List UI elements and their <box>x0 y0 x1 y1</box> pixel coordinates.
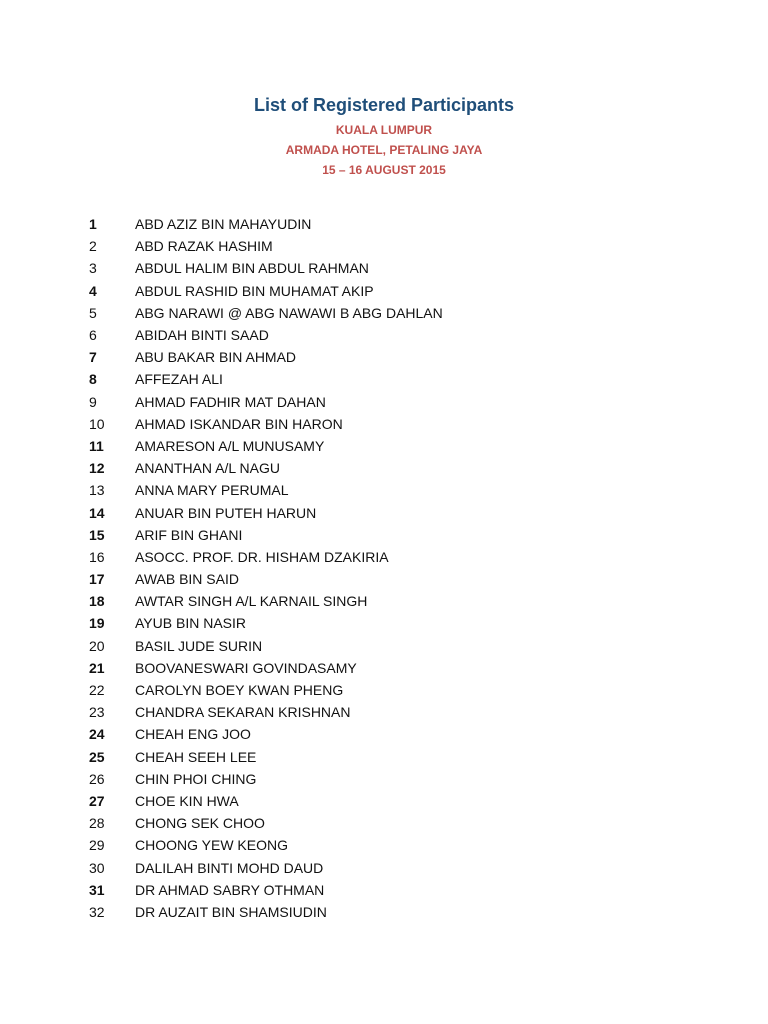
participant-name: ANUAR BIN PUTEH HARUN <box>135 504 317 521</box>
participant-name: CHONG SEK CHOO <box>135 815 265 832</box>
list-item <box>89 679 689 701</box>
list-item <box>89 768 689 790</box>
participant-number: 16 <box>89 548 105 565</box>
participant-name: ABD AZIZ BIN MAHAYUDIN <box>135 216 312 233</box>
list-item <box>89 635 689 657</box>
participant-number: 4 <box>89 282 97 299</box>
participant-number: 20 <box>89 637 105 654</box>
participant-number: 22 <box>89 682 105 699</box>
list-item <box>89 701 689 723</box>
participant-number: 13 <box>89 482 105 499</box>
list-item <box>89 280 689 302</box>
participant-number: 1 <box>89 216 97 233</box>
venue-label: ARMADA HOTEL, PETALING JAYA <box>285 143 483 157</box>
list-item <box>89 391 689 413</box>
participant-name: DR AHMAD SABRY OTHMAN <box>135 881 325 898</box>
list-item <box>89 879 689 901</box>
participant-name: AHMAD FADHIR MAT DAHAN <box>135 393 326 410</box>
participant-name: ABDUL HALIM BIN ABDUL RAHMAN <box>135 260 369 277</box>
document-header <box>0 94 768 180</box>
participant-name: AWAB BIN SAID <box>135 571 239 588</box>
participant-number: 27 <box>89 792 105 809</box>
list-item <box>89 746 689 768</box>
participant-number: 7 <box>89 349 97 366</box>
participant-name: CHEAH SEEH LEE <box>135 748 257 765</box>
participant-number: 14 <box>89 504 105 521</box>
participant-name: BOOVANESWARI GOVINDASAMY <box>135 659 357 676</box>
participant-name: CAROLYN BOEY KWAN PHENG <box>135 682 344 699</box>
list-item <box>89 812 689 834</box>
participant-name: CHIN PHOI CHING <box>135 770 257 787</box>
participant-number: 19 <box>89 615 105 632</box>
participant-number: 10 <box>89 415 105 432</box>
participant-number: 23 <box>89 704 105 721</box>
participant-name: CHEAH ENG JOO <box>135 726 251 743</box>
city-label: KUALA LUMPUR <box>335 123 433 137</box>
list-item <box>89 368 689 390</box>
date-label: 15 – 16 AUGUST 2015 <box>322 163 446 177</box>
participant-name: CHOONG YEW KEONG <box>135 837 288 854</box>
participant-name: ABD RAZAK HASHIM <box>135 238 273 255</box>
participant-name: AWTAR SINGH A/L KARNAIL SINGH <box>135 593 368 610</box>
participant-number: 3 <box>89 260 97 277</box>
participant-number: 8 <box>89 371 97 388</box>
list-item <box>89 612 689 634</box>
list-item <box>89 834 689 856</box>
list-item <box>89 413 689 435</box>
participant-name: ANNA MARY PERUMAL <box>135 482 289 499</box>
participant-number: 25 <box>89 748 105 765</box>
participant-name: AHMAD ISKANDAR BIN HARON <box>135 415 343 432</box>
list-item <box>89 346 689 368</box>
participant-name: ASOCC. PROF. DR. HISHAM DZAKIRIA <box>135 548 389 565</box>
list-item <box>89 524 689 546</box>
participant-number: 9 <box>89 393 97 410</box>
participant-name: ARIF BIN GHANI <box>135 526 243 543</box>
participant-name: ANANTHAN A/L NAGU <box>135 460 280 477</box>
participant-name: ABG NARAWI @ ABG NAWAWI B ABG DAHLAN <box>135 304 443 321</box>
participant-name: ABU BAKAR BIN AHMAD <box>135 349 297 366</box>
participant-name: BASIL JUDE SURIN <box>135 637 263 654</box>
list-item <box>89 257 689 279</box>
participant-number: 29 <box>89 837 105 854</box>
participant-number: 28 <box>89 815 105 832</box>
participant-number: 15 <box>89 526 105 543</box>
participant-number: 30 <box>89 859 105 876</box>
participant-number: 11 <box>89 437 104 454</box>
participant-name: AFFEZAH ALI <box>135 371 223 388</box>
list-item <box>89 457 689 479</box>
participant-number: 31 <box>89 881 105 898</box>
list-item <box>89 479 689 501</box>
participant-list <box>89 213 689 923</box>
list-item <box>89 657 689 679</box>
participant-name: ABDUL RASHID BIN MUHAMAT AKIP <box>135 282 374 299</box>
participant-name: CHANDRA SEKARAN KRISHNAN <box>135 704 351 721</box>
page-title: List of Registered Participants <box>253 95 515 115</box>
participant-number: 5 <box>89 304 97 321</box>
participant-name: DALILAH BINTI MOHD DAUD <box>135 859 324 876</box>
participant-number: 6 <box>89 327 97 344</box>
list-item <box>89 213 689 235</box>
participant-number: 32 <box>89 903 105 920</box>
participant-number: 2 <box>89 238 97 255</box>
participant-number: 21 <box>89 659 105 676</box>
list-item <box>89 546 689 568</box>
participant-number: 24 <box>89 726 105 743</box>
list-item <box>89 901 689 923</box>
participant-number: 12 <box>89 460 105 477</box>
list-item <box>89 435 689 457</box>
list-item <box>89 590 689 612</box>
list-item <box>89 723 689 745</box>
list-item <box>89 501 689 523</box>
list-item <box>89 235 689 257</box>
participant-number: 26 <box>89 770 105 787</box>
list-item <box>89 568 689 590</box>
participant-name: AMARESON A/L MUNUSAMY <box>135 437 325 454</box>
participant-name: DR AUZAIT BIN SHAMSIUDIN <box>135 903 327 920</box>
participant-number: 17 <box>89 571 105 588</box>
list-item <box>89 790 689 812</box>
participant-name: ABIDAH BINTI SAAD <box>135 327 269 344</box>
participant-number: 18 <box>89 593 105 610</box>
list-item <box>89 324 689 346</box>
participant-name: CHOE KIN HWA <box>135 792 239 809</box>
participant-name: AYUB BIN NASIR <box>135 615 246 632</box>
list-item <box>89 302 689 324</box>
list-item <box>89 856 689 878</box>
